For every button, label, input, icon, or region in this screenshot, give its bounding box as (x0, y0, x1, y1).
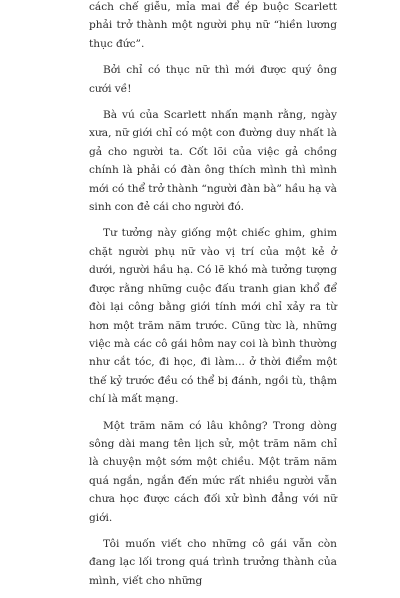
paragraph: Bởi chỉ có thục nữ thì mới được quý ông cưới về! (89, 64, 337, 95)
paragraph: Bà vú của Scarlett nhấn mạnh rằng, ngày xưa, nữ giới chỉ có một con đường duy nhất là gả cho người ta. Cốt lõi của việc gả chồng chính là phải có đàn ông thích mình thì mình mới có thể trở thành “người đàn bà” hầu hạ và sinh con đẻ cái cho người đó. (89, 109, 337, 214)
text-column (89, 0, 337, 598)
paragraph: Tư tưởng này giống một chiếc ghim, ghim chặt người phụ nữ vào vị trí của một kẻ ở dưới, người hầu hạ. Có lẽ khó mà tưởng tượng được rằng những cuộc đấu tranh gian khổ để đòi lại công bằng giới tính mới chỉ xảy ra từ hơn một trăm năm trước. Cũng từc là, những việc mà các cô gái hôm nay coi là bình thường như cắt tóc, đi học, đi làm... ở thời điểm một thế kỷ trước đều có thể bị đánh, ngồi tù, thậm chí là mất mạng. (89, 227, 337, 406)
paragraph: Tôi muốn viết cho những cô gái vẫn còn đang lạc lối trong quá trình trưởng thành của mình, viết cho những (89, 537, 337, 587)
paragraph-continued: cách chế giễu, mỉa mai để ép buộc Scarlett phải trở thành một người phụ nữ “hiền lương thục đức”. (89, 1, 337, 50)
paragraph: Một trăm năm có lâu không? Trong dòng sông dài mang tên lịch sử, một trăm năm chỉ là chuyện một sớm một chiều. Một trăm năm quá ngắn, ngắn đến mức rất nhiều người vẫn chưa học được cách đối xử bình đẳng với nữ giới. (89, 419, 337, 524)
